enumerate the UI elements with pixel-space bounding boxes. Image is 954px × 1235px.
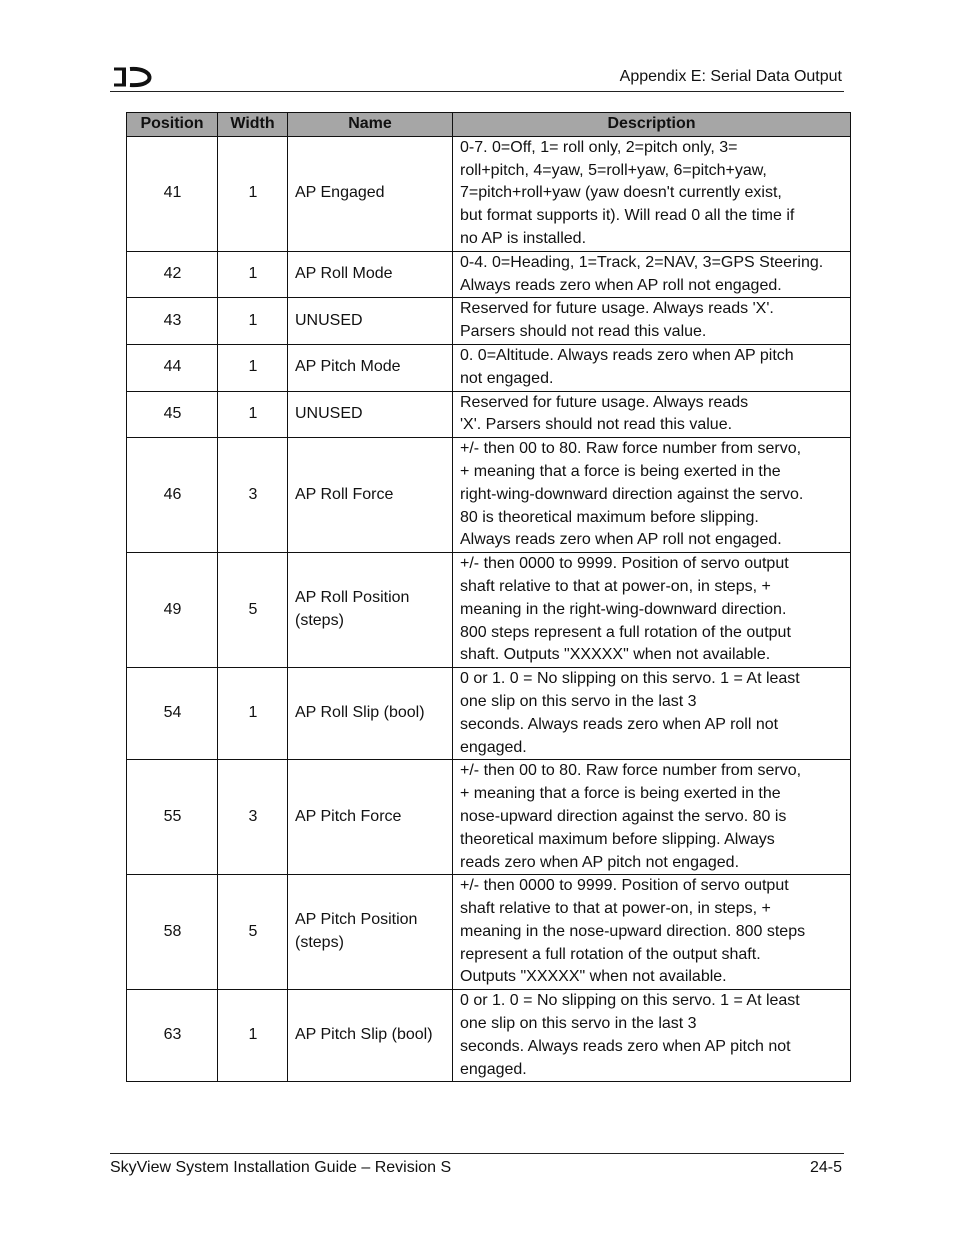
cell-position: 43 xyxy=(127,298,218,345)
cell-description: 0-7. 0=Off, 1= roll only, 2=pitch only, 3= roll+pitch, 4=yaw, 5=roll+yaw, 6=pitch+yaw, 7=pitch+roll+yaw (yaw doesn't currently exist, but format supports it). Will read 0 all the time if no AP is installed. xyxy=(453,136,851,251)
serial-data-table xyxy=(126,112,851,1082)
cell-description: Reserved for future usage. Always reads 'X'. Parsers should not read this value. xyxy=(453,298,851,345)
page-header xyxy=(110,60,844,92)
table-row xyxy=(127,344,851,391)
header-title: Appendix E: Serial Data Output xyxy=(619,68,842,85)
column-header-width: Width xyxy=(218,113,288,137)
column-header-name: Name xyxy=(288,113,453,137)
dynon-logo-icon xyxy=(110,66,156,88)
cell-width: 1 xyxy=(218,344,288,391)
table-row xyxy=(127,438,851,553)
footer-page-number: 24-5 xyxy=(809,1159,842,1176)
cell-name: AP Roll Slip (bool) xyxy=(288,668,453,760)
cell-width: 1 xyxy=(218,251,288,298)
table-row xyxy=(127,553,851,668)
cell-position: 55 xyxy=(127,760,218,875)
column-header-description: Description xyxy=(453,113,851,137)
footer-document-title: SkyView System Installation Guide – Revision S xyxy=(110,1159,452,1176)
cell-description: 0. 0=Altitude. Always reads zero when AP pitch not engaged. xyxy=(453,344,851,391)
cell-width: 1 xyxy=(218,990,288,1082)
cell-position: 44 xyxy=(127,344,218,391)
cell-width: 3 xyxy=(218,438,288,553)
page-footer xyxy=(110,1153,844,1182)
cell-name: UNUSED xyxy=(288,298,453,345)
cell-name: UNUSED xyxy=(288,391,453,438)
cell-description: +/- then 0000 to 9999. Position of servo output shaft relative to that at power-on, in steps, + meaning in the nose-upward direction. 800 steps represent a full rotation of the output shaft. Outputs "XXXXX" when not available. xyxy=(453,875,851,990)
cell-position: 54 xyxy=(127,668,218,760)
cell-position: 46 xyxy=(127,438,218,553)
cell-description: +/- then 00 to 80. Raw force number from servo, + meaning that a force is being exerted in the right-wing-downward direction against the servo. 80 is theoretical maximum before slipping. Always reads zero when AP roll not engaged. xyxy=(453,438,851,553)
cell-width: 1 xyxy=(218,298,288,345)
cell-description: 0 or 1. 0 = No slipping on this servo. 1 = At least one slip on this servo in the last 3 seconds. Always reads zero when AP roll not engaged. xyxy=(453,668,851,760)
cell-name: AP Pitch Mode xyxy=(288,344,453,391)
cell-name: AP Engaged xyxy=(288,136,453,251)
cell-description: 0-4. 0=Heading, 1=Track, 2=NAV, 3=GPS Steering. Always reads zero when AP roll not engaged. xyxy=(453,251,851,298)
cell-width: 5 xyxy=(218,553,288,668)
column-header-position: Position xyxy=(127,113,218,137)
cell-name: AP Roll Mode xyxy=(288,251,453,298)
cell-position: 45 xyxy=(127,391,218,438)
cell-name: AP Pitch Slip (bool) xyxy=(288,990,453,1082)
table-row xyxy=(127,668,851,760)
cell-position: 49 xyxy=(127,553,218,668)
cell-width: 1 xyxy=(218,136,288,251)
cell-position: 42 xyxy=(127,251,218,298)
cell-name: AP Pitch Force xyxy=(288,760,453,875)
cell-width: 3 xyxy=(218,760,288,875)
table-row xyxy=(127,251,851,298)
table-row xyxy=(127,990,851,1082)
cell-width: 1 xyxy=(218,391,288,438)
cell-width: 5 xyxy=(218,875,288,990)
cell-name: AP Roll Position (steps) xyxy=(288,553,453,668)
cell-description: +/- then 0000 to 9999. Position of servo output shaft relative to that at power-on, in steps, + meaning in the right-wing-downward direction. 800 steps represent a full rotation of the output shaft. Outputs "XXXXX" when not available. xyxy=(453,553,851,668)
cell-description: +/- then 00 to 80. Raw force number from servo, + meaning that a force is being exerted in the nose-upward direction against the servo. 80 is theoretical maximum before slipping. Always reads zero when AP pitch not engaged. xyxy=(453,760,851,875)
table-row xyxy=(127,875,851,990)
cell-position: 63 xyxy=(127,990,218,1082)
cell-position: 58 xyxy=(127,875,218,990)
table-header-row xyxy=(127,113,851,137)
table-body xyxy=(127,136,851,1082)
table-row xyxy=(127,760,851,875)
cell-name: AP Pitch Position (steps) xyxy=(288,875,453,990)
cell-width: 1 xyxy=(218,668,288,760)
cell-description: 0 or 1. 0 = No slipping on this servo. 1 = At least one slip on this servo in the last 3 seconds. Always reads zero when AP pitch not engaged. xyxy=(453,990,851,1082)
table-row xyxy=(127,391,851,438)
cell-description: Reserved for future usage. Always reads 'X'. Parsers should not read this value. xyxy=(453,391,851,438)
cell-name: AP Roll Force xyxy=(288,438,453,553)
cell-position: 41 xyxy=(127,136,218,251)
table-row xyxy=(127,298,851,345)
table-row xyxy=(127,136,851,251)
